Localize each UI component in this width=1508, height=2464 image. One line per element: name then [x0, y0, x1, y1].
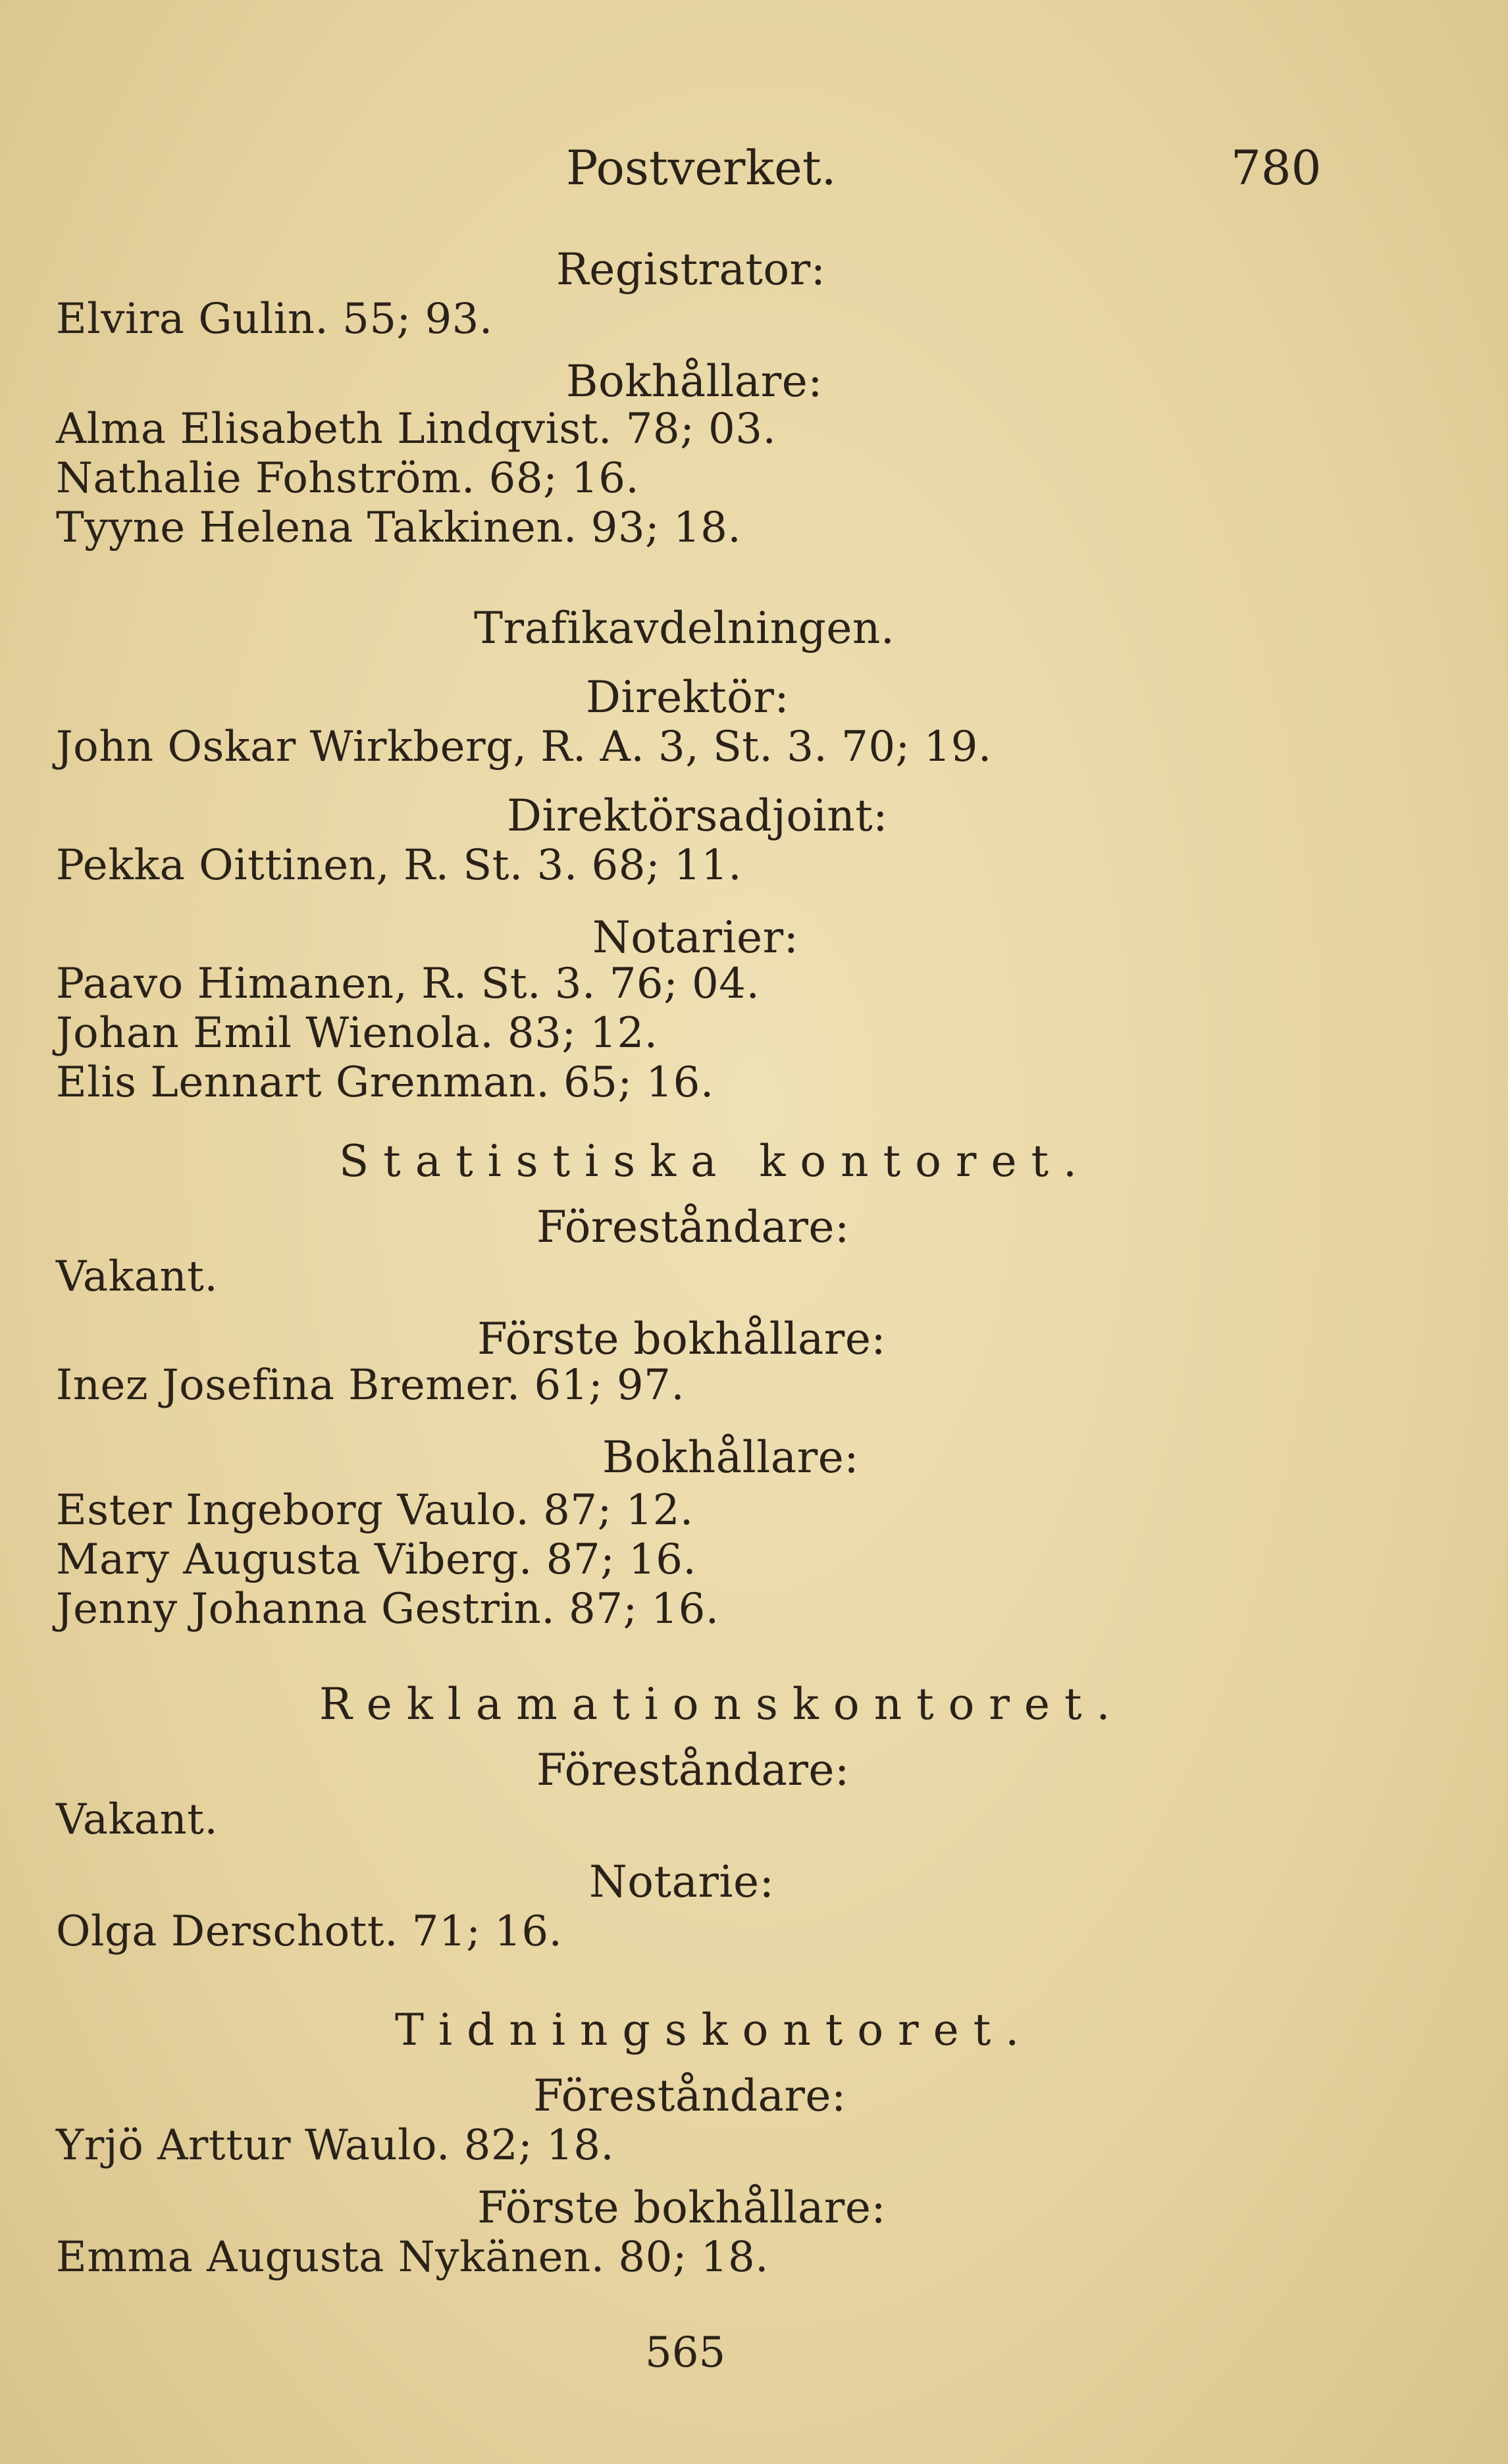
person-entry: Mary Augusta Viberg. 87; 16.	[56, 1535, 697, 1584]
role-heading: Bokhållare:	[602, 1432, 859, 1483]
role-heading: Föreståndare:	[533, 2070, 846, 2121]
role-heading: Direktör:	[586, 672, 790, 723]
person-entry: Nathalie Fohström. 68; 16.	[56, 454, 640, 503]
person-entry: Vakant.	[56, 1252, 219, 1301]
folio-number: 565	[645, 2328, 726, 2377]
role-heading: Direktörsadjoint:	[507, 790, 888, 841]
section-heading: Trafikavdelningen.	[474, 603, 895, 654]
person-entry: Olga Derschott. 71; 16.	[56, 1907, 563, 1956]
person-entry: Emma Augusta Nykänen. 80; 18.	[56, 2233, 769, 2282]
role-heading: Bokhållare:	[566, 356, 823, 407]
section-heading: Tidningskontoret.	[395, 2005, 1034, 2055]
person-entry: Pekka Oittinen, R. St. 3. 68; 11.	[56, 841, 742, 890]
role-heading: Registrator:	[556, 244, 826, 295]
role-heading: Förste bokhållare:	[477, 1314, 887, 1364]
person-entry: Vakant.	[56, 1795, 219, 1844]
person-entry: John Oskar Wirkberg, R. A. 3, St. 3. 70; 19.	[56, 723, 992, 771]
role-heading: Föreståndare:	[536, 1745, 850, 1795]
person-entry: Tyyne Helena Takkinen. 93; 18.	[56, 503, 742, 552]
page-number: 780	[1231, 140, 1322, 195]
person-entry: Johan Emil Wienola. 83; 12.	[56, 1009, 658, 1058]
running-title: Postverket.	[566, 140, 837, 195]
role-heading: Notarier:	[592, 912, 799, 963]
person-entry: Yrjö Arttur Waulo. 82; 18.	[56, 2121, 615, 2170]
person-entry: Ester Ingeborg Vaulo. 87; 12.	[56, 1486, 694, 1535]
person-entry: Elis Lennart Grenman. 65; 16.	[56, 1058, 714, 1107]
role-heading: Föreståndare:	[536, 1202, 850, 1252]
person-entry: Jenny Johanna Gestrin. 87; 16.	[56, 1585, 719, 1633]
person-entry: Alma Elisabeth Lindqvist. 78; 03.	[56, 405, 777, 453]
role-heading: Förste bokhållare:	[477, 2182, 887, 2233]
person-entry: Paavo Himanen, R. St. 3. 76; 04.	[56, 960, 760, 1008]
role-heading: Notarie:	[589, 1857, 775, 1907]
person-entry: Elvira Gulin. 55; 93.	[56, 295, 493, 344]
section-heading: Statistiska kontoret.	[339, 1136, 1092, 1187]
section-heading: Reklamationskontoret.	[319, 1679, 1125, 1730]
person-entry: Inez Josefina Bremer. 61; 97.	[56, 1361, 685, 1410]
